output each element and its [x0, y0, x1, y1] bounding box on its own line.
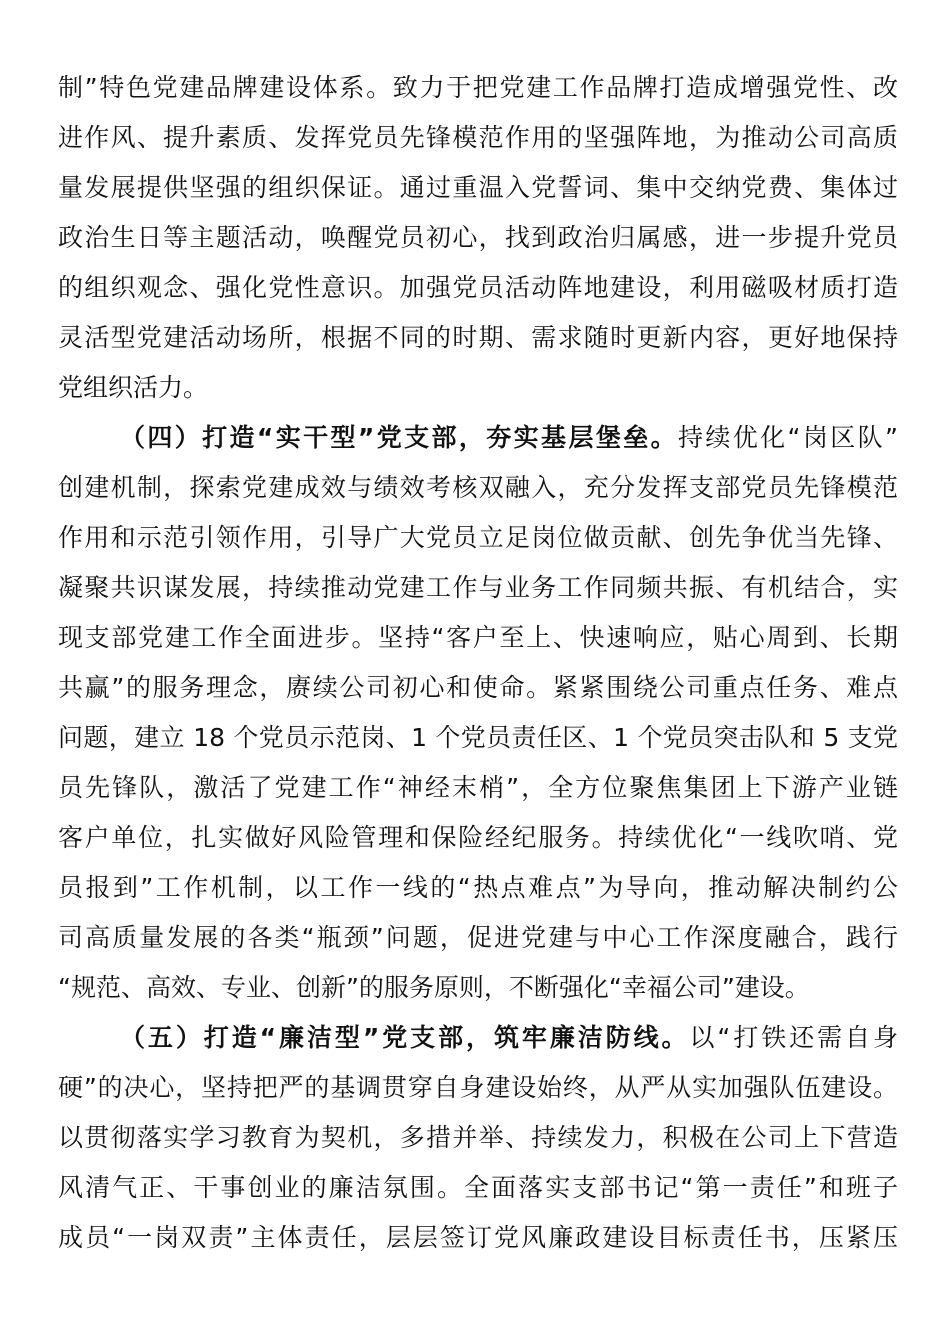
text-line: 灵活型党建活动场所，根据不同的时期、需求随时更新内容，更好地保持	[58, 323, 898, 352]
text-line: 创建机制，探索党建成效与绩效考核双融入，充分发挥支部党员先锋模范	[58, 473, 898, 502]
text-line: 量发展提供坚强的组织保证。通过重温入党誓词、集中交纳党费、集体过	[58, 173, 898, 202]
text-line: 以贯彻落实学习教育为契机，多措并举、持续发力，积极在公司上下营造	[58, 1123, 898, 1152]
text-line: 司高质量发展的各类“瓶颈”问题，促进党建与中心工作深度融合，践行	[58, 923, 898, 952]
text-line: 员报到”工作机制，以工作一线的“热点难点”为导向，推动解决制约公	[58, 873, 898, 902]
text-line: 党组织活力。	[58, 373, 209, 402]
text-line: 政治生日等主题活动，唤醒党员初心，找到政治归属感，进一步提升党员	[58, 223, 898, 252]
text-line: “规范、高效、专业、创新”的服务原则，不断强化“幸福公司”建设。	[58, 973, 810, 1002]
text-line: 客户单位，扎实做好风险管理和保险经纪服务。持续优化“一线吹哨、党	[58, 823, 898, 852]
section-lead-text: 持续优化“岗区队”	[678, 423, 898, 452]
text-line: 成员“一岗双责”主体责任，层层签订党风廉政建设目标责任书，压紧压	[58, 1223, 898, 1252]
text-line: 作用和示范引领作用，引导广大党员立足岗位做贡献、创先争优当先锋、	[58, 523, 898, 552]
text-line: 共赢”的服务理念，赓续公司初心和使命。紧紧围绕公司重点任务、难点	[58, 673, 898, 702]
text-line: 问题，建立 18 个党员示范岗、1 个党员责任区、1 个党员突击队和 5 支党	[58, 723, 898, 752]
section-heading-5	[120, 1018, 898, 1058]
text-line: 员先锋队，激活了党建工作“神经末梢”，全方位聚焦集团上下游产业链	[58, 773, 898, 802]
text-line: 现支部党建工作全面进步。坚持“客户至上、快速响应，贴心周到、长期	[58, 623, 898, 652]
text-line: 进作风、提升素质、发挥党员先锋模范作用的坚强阵地，为推动公司高质	[58, 123, 898, 152]
text-line: 的组织观念、强化党性意识。加强党员活动阵地建设，利用磁吸材质打造	[58, 273, 898, 302]
section-title: （四）打造“实干型”党支部，夯实基层堡垒。	[120, 423, 678, 452]
text-line: 凝聚共识谋发展，持续推动党建工作与业务工作同频共振、有机结合，实	[58, 573, 898, 602]
text-line: 制”特色党建品牌建设体系。致力于把党建工作品牌打造成增强党性、改	[58, 73, 898, 102]
text-line: 风清气正、干事创业的廉洁氛围。全面落实支部书记“第一责任”和班子	[58, 1173, 898, 1202]
section-heading-4	[120, 418, 898, 458]
section-lead-text: 以“打铁还需自身	[689, 1023, 898, 1052]
section-title: （五）打造“廉洁型”党支部，筑牢廉洁防线。	[120, 1023, 690, 1052]
text-line: 硬”的决心，坚持把严的基调贯穿自身建设始终，从严从实加强队伍建设。	[58, 1073, 898, 1102]
